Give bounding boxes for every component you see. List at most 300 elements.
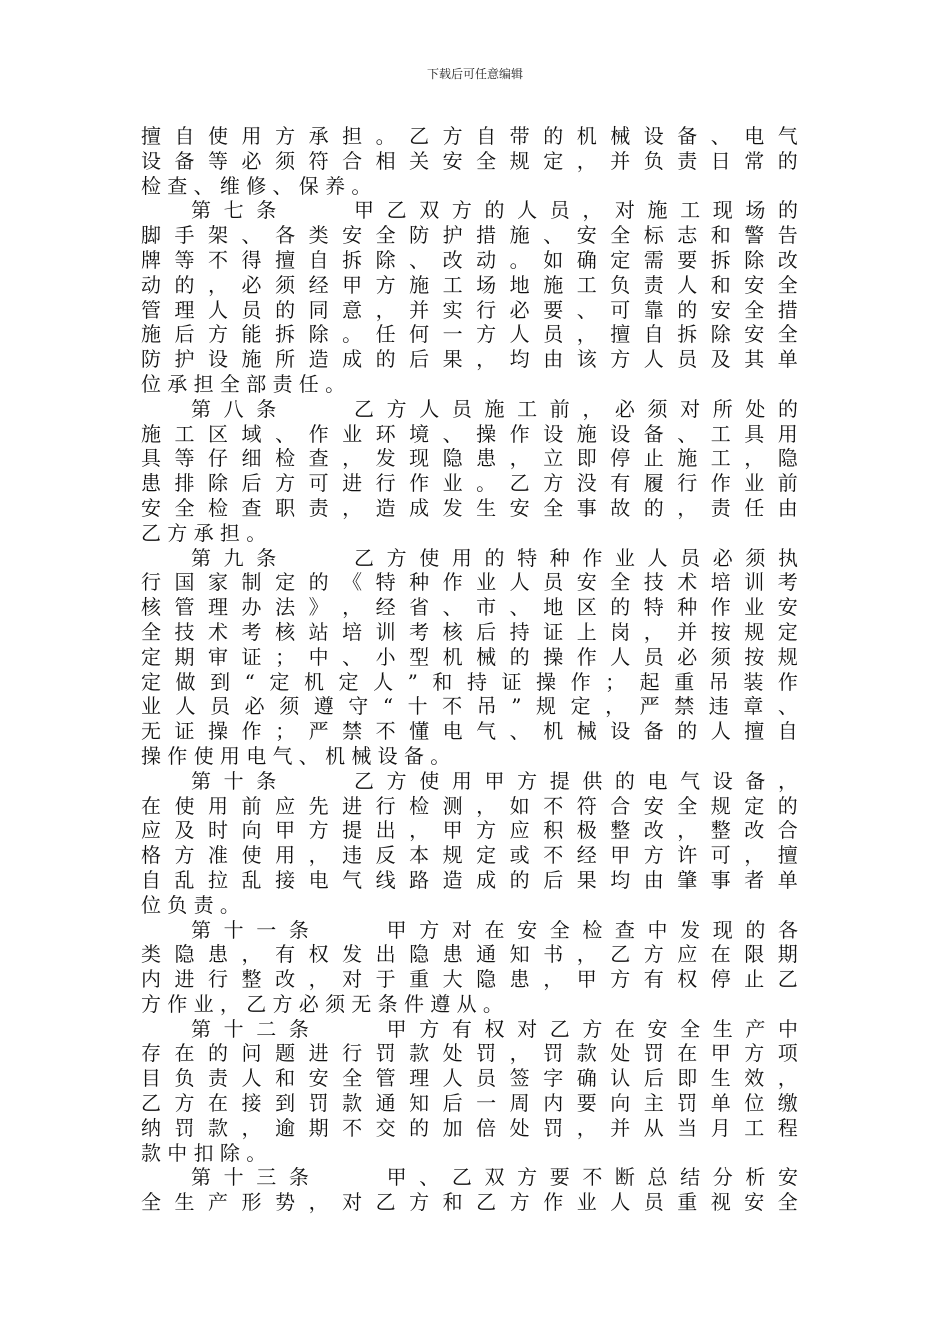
glyph: 扣 [193, 1140, 214, 1165]
glyph: 要 [576, 1091, 597, 1116]
glyph: 款 [141, 1140, 161, 1165]
glyph: 程 [777, 1115, 798, 1140]
glyph [321, 546, 341, 571]
glyph: 第 [191, 545, 211, 570]
glyph: 中 [308, 644, 329, 669]
glyph [321, 397, 341, 422]
glyph: 用 [777, 421, 798, 446]
glyph: 方 [419, 917, 440, 942]
glyph: 进 [342, 793, 363, 818]
glyph: 备 [403, 743, 424, 768]
glyph: 安 [517, 917, 538, 942]
glyph: 训 [744, 570, 765, 595]
glyph: 担 [342, 124, 363, 148]
glyph: 不 [582, 1165, 603, 1190]
glyph: 全 [680, 1016, 701, 1041]
glyph: 存 [141, 1041, 161, 1066]
glyph: 检 [208, 495, 229, 520]
glyph: 必 [614, 396, 635, 421]
glyph: 全 [476, 148, 497, 173]
glyph [354, 1017, 374, 1042]
glyph: 部 [246, 371, 267, 396]
glyph: 生 [476, 495, 497, 520]
glyph: 、 [509, 595, 530, 620]
glyph: 使 [419, 545, 440, 570]
glyph: 产 [745, 1016, 766, 1041]
glyph: 管 [174, 595, 195, 620]
glyph: 不 [543, 843, 564, 868]
glyph: 总 [647, 1165, 668, 1190]
glyph: ， [241, 1115, 262, 1140]
glyph: 用 [219, 743, 240, 768]
glyph: 进 [342, 471, 363, 496]
glyph: 对 [342, 1190, 363, 1215]
glyph: 单 [777, 867, 798, 892]
glyph: 通 [375, 1091, 396, 1116]
glyph: 安 [744, 322, 765, 347]
glyph: 于 [375, 967, 396, 992]
glyph: 员 [210, 694, 231, 719]
glyph: 果 [442, 347, 463, 372]
glyph: 方 [141, 991, 161, 1016]
glyph: 第 [191, 396, 211, 421]
glyph: 七 [223, 198, 244, 223]
glyph: 关 [409, 148, 430, 173]
glyph: 进 [308, 1041, 329, 1066]
glyph: 防 [409, 223, 430, 248]
glyph: 行 [342, 1041, 363, 1066]
glyph: 内 [141, 967, 161, 992]
glyph: 执 [777, 545, 798, 570]
glyph: 场 [476, 272, 497, 297]
glyph [321, 769, 341, 794]
glyph: 结 [680, 1165, 701, 1190]
glyph: 乙 [141, 1091, 161, 1116]
glyph: 前 [549, 396, 570, 421]
glyph: 防 [141, 347, 161, 372]
glyph: 方 [386, 768, 407, 793]
glyph: 施 [241, 347, 262, 372]
glyph: 应 [141, 818, 161, 843]
glyph: 路 [409, 867, 430, 892]
glyph: 械 [476, 644, 497, 669]
glyph: 肇 [677, 867, 698, 892]
glyph: 省 [409, 595, 430, 620]
glyph: 、 [677, 421, 698, 446]
glyph: 、 [710, 124, 731, 148]
glyph: 甲 [275, 818, 296, 843]
glyph: 确 [576, 1066, 597, 1091]
glyph: 用 [208, 793, 229, 818]
text-line [141, 223, 798, 248]
glyph: 。 [219, 892, 240, 917]
glyph: 隐 [442, 446, 463, 471]
glyph: 检 [409, 793, 430, 818]
glyph: 型 [409, 644, 430, 669]
glyph: 问 [241, 1041, 262, 1066]
glyph: 对 [517, 1016, 538, 1041]
glyph: 三 [256, 1165, 277, 1190]
glyph: 乱 [174, 867, 195, 892]
glyph: 设 [543, 421, 564, 446]
glyph: 的 [308, 570, 329, 595]
glyph: 员 [543, 322, 564, 347]
glyph: 后 [409, 347, 430, 372]
glyph: 遵 [430, 991, 451, 1016]
glyph: 章 [743, 694, 764, 719]
glyph: 条 [256, 768, 277, 793]
glyph: 在 [484, 917, 505, 942]
glyph: 责 [643, 272, 664, 297]
glyph: 甲 [576, 967, 597, 992]
glyph: 乙 [610, 942, 631, 967]
glyph: 须 [275, 148, 296, 173]
glyph: 严 [308, 719, 329, 744]
glyph: 发 [442, 495, 463, 520]
glyph: 操 [476, 421, 497, 446]
glyph: 果 [576, 867, 597, 892]
glyph: 负 [167, 892, 188, 917]
glyph: 施 [543, 272, 564, 297]
glyph: 无 [141, 719, 161, 744]
glyph: 护 [442, 223, 463, 248]
glyph: 接 [275, 867, 296, 892]
glyph: 安 [509, 495, 530, 520]
glyph: 安 [777, 1165, 798, 1190]
glyph: 成 [342, 347, 363, 372]
glyph: 、 [419, 1165, 440, 1190]
glyph: 环 [375, 421, 396, 446]
glyph: 的 [677, 719, 698, 744]
glyph: 不 [208, 247, 229, 272]
text-line [141, 794, 798, 819]
glyph: 在 [208, 1091, 229, 1116]
glyph: 视 [710, 1190, 731, 1215]
glyph: 乙 [476, 1190, 497, 1215]
glyph: 责 [677, 148, 698, 173]
glyph: 知 [409, 1091, 430, 1116]
glyph: 规 [536, 694, 557, 719]
glyph: 积 [543, 818, 564, 843]
glyph: 没 [576, 471, 597, 496]
glyph: 、 [442, 421, 463, 446]
glyph: 各 [275, 223, 296, 248]
glyph: 的 [484, 198, 505, 223]
glyph: 向 [610, 1091, 631, 1116]
glyph: 和 [432, 669, 453, 694]
glyph: 带 [509, 124, 530, 148]
glyph: 证 [501, 669, 522, 694]
glyph: 全 [610, 570, 631, 595]
text-line [141, 546, 798, 571]
glyph: 员 [549, 198, 570, 223]
glyph: 加 [442, 1115, 463, 1140]
glyph: 的 [275, 297, 296, 322]
glyph: 定 [269, 669, 290, 694]
text-line [141, 719, 798, 744]
glyph: 行 [375, 793, 396, 818]
glyph: 准 [208, 843, 229, 868]
glyph: 种 [409, 570, 430, 595]
glyph: 查 [167, 173, 188, 198]
glyph: 员 [680, 545, 701, 570]
glyph: ， [208, 272, 229, 297]
glyph: 考 [409, 619, 430, 644]
glyph: 业 [744, 595, 765, 620]
glyph: 械 [576, 719, 597, 744]
glyph: 人 [647, 545, 668, 570]
glyph: 核 [442, 619, 463, 644]
glyph: 必 [677, 644, 698, 669]
glyph: 即 [576, 446, 597, 471]
glyph: 查 [614, 917, 635, 942]
glyph: 机 [576, 124, 597, 148]
glyph: 、 [193, 173, 214, 198]
glyph: 和 [710, 272, 731, 297]
glyph: ， [582, 198, 603, 223]
glyph: 发 [342, 942, 363, 967]
glyph: 人 [610, 644, 631, 669]
glyph: 后 [476, 619, 497, 644]
glyph: 常 [744, 148, 765, 173]
glyph: 除 [744, 247, 765, 272]
text-line [141, 645, 798, 670]
glyph: 和 [710, 223, 731, 248]
glyph [354, 918, 374, 943]
glyph: 方 [476, 322, 497, 347]
glyph: 机 [442, 644, 463, 669]
glyph: 懂 [409, 719, 430, 744]
glyph: 、 [543, 223, 564, 248]
glyph: 定 [338, 669, 359, 694]
page-header [0, 66, 950, 82]
glyph: 倍 [476, 1115, 497, 1140]
glyph: 第 [191, 1165, 211, 1190]
glyph: 业 [614, 545, 635, 570]
glyph: 训 [375, 619, 396, 644]
glyph: 向 [241, 818, 262, 843]
glyph: 负 [643, 148, 664, 173]
glyph: 期 [777, 942, 798, 967]
glyph: 作 [570, 669, 591, 694]
glyph: 。 [509, 247, 530, 272]
glyph: 气 [680, 768, 701, 793]
glyph: 重 [677, 1190, 698, 1215]
glyph: 上 [576, 619, 597, 644]
glyph: “ [244, 669, 255, 694]
glyph: 势 [275, 1190, 296, 1215]
glyph: 月 [710, 1115, 731, 1140]
glyph: ， [777, 1066, 798, 1091]
text-line [141, 918, 798, 943]
glyph: 要 [549, 1165, 570, 1190]
glyph: 靠 [643, 297, 664, 322]
glyph: 对 [680, 396, 701, 421]
glyph: 技 [174, 619, 195, 644]
glyph: 《 [342, 570, 363, 595]
glyph: 使 [193, 743, 214, 768]
glyph: 方 [386, 396, 407, 421]
glyph: 机 [325, 743, 346, 768]
glyph: 需 [643, 247, 664, 272]
text-line [141, 843, 798, 868]
glyph: 析 [745, 1165, 766, 1190]
glyph: 断 [614, 1165, 635, 1190]
glyph: 改 [643, 818, 664, 843]
glyph: 拆 [275, 322, 296, 347]
glyph: 人 [175, 694, 196, 719]
glyph: 培 [342, 619, 363, 644]
text-line [141, 248, 798, 273]
glyph: 题 [275, 1041, 296, 1066]
glyph: 方 [167, 520, 188, 545]
glyph: 的 [208, 1041, 229, 1066]
text-line [141, 893, 798, 918]
glyph: 一 [256, 917, 277, 942]
glyph: 理 [409, 1066, 430, 1091]
glyph: 应 [677, 942, 698, 967]
glyph: 不 [442, 694, 463, 719]
glyph: 作 [582, 545, 603, 570]
glyph: 除 [208, 471, 229, 496]
glyph: 作 [308, 421, 329, 446]
text-line [141, 694, 798, 719]
glyph: 全 [610, 223, 631, 248]
glyph: 现 [409, 446, 430, 471]
glyph: 后 [643, 1066, 664, 1091]
glyph: 法 [275, 595, 296, 620]
glyph: 责 [710, 495, 731, 520]
glyph: 如 [509, 793, 530, 818]
text-line [141, 818, 798, 843]
glyph: 考 [241, 619, 262, 644]
glyph: 甲 [342, 272, 363, 297]
glyph: 自 [141, 867, 161, 892]
glyph: 擅 [141, 124, 161, 148]
glyph: 大 [442, 967, 463, 992]
glyph: 方 [543, 471, 564, 496]
glyph: 符 [308, 148, 329, 173]
glyph: 合 [610, 793, 631, 818]
glyph: 自 [174, 124, 195, 148]
glyph: 的 [777, 793, 798, 818]
glyph [289, 198, 309, 223]
glyph: 证 [241, 644, 262, 669]
glyph: 目 [141, 1066, 161, 1091]
glyph: ， [308, 1190, 329, 1215]
glyph: 理 [208, 595, 229, 620]
glyph: ， [576, 942, 597, 967]
glyph: 站 [308, 619, 329, 644]
glyph: 在 [174, 1041, 195, 1066]
glyph: 及 [710, 347, 731, 372]
glyph: 全 [549, 917, 570, 942]
glyph: 备 [174, 148, 195, 173]
glyph: 安 [141, 495, 161, 520]
glyph: 整 [710, 818, 731, 843]
glyph: 隐 [476, 967, 497, 992]
glyph: 人 [677, 272, 698, 297]
glyph: 全 [141, 1190, 161, 1215]
glyph: 、 [409, 247, 430, 272]
glyph: 气 [342, 867, 363, 892]
text-line [141, 744, 798, 769]
glyph: 作 [409, 471, 430, 496]
glyph: 逾 [275, 1115, 296, 1140]
header-note: 下载后可任意编辑 [426, 67, 523, 81]
glyph: 类 [141, 942, 161, 967]
glyph: 方 [509, 1190, 530, 1215]
glyph: 立 [543, 446, 564, 471]
glyph: 员 [677, 347, 698, 372]
glyph: ， [342, 446, 363, 471]
glyph: 方 [275, 124, 296, 148]
glyph: 工 [710, 421, 731, 446]
glyph: 现 [712, 917, 733, 942]
glyph: 的 [643, 495, 664, 520]
glyph: 备 [643, 421, 664, 446]
text-line [141, 446, 798, 471]
glyph: 的 [543, 124, 564, 148]
glyph: 十 [223, 1165, 244, 1190]
glyph: 类 [308, 223, 329, 248]
glyph: 后 [442, 1091, 463, 1116]
glyph: 各 [777, 917, 798, 942]
glyph: 乙 [354, 396, 375, 421]
glyph: 操 [141, 743, 161, 768]
glyph: 整 [610, 818, 631, 843]
glyph: 和 [442, 1190, 463, 1215]
glyph: 术 [677, 570, 698, 595]
glyph: 的 [174, 272, 195, 297]
glyph: 、 [272, 173, 293, 198]
glyph: 方 [582, 1016, 603, 1041]
glyph: ” [407, 669, 418, 694]
glyph: 小 [375, 644, 396, 669]
glyph: 守 [348, 694, 369, 719]
text-line [141, 570, 798, 595]
glyph: 使 [208, 124, 229, 148]
glyph: 安 [308, 1066, 329, 1091]
glyph: 人 [419, 396, 440, 421]
glyph: 责 [308, 495, 329, 520]
glyph: 有 [451, 1016, 472, 1041]
glyph: 有 [275, 942, 296, 967]
glyph: 用 [241, 124, 262, 148]
glyph: 拉 [208, 867, 229, 892]
glyph: 方 [442, 124, 463, 148]
glyph: 、 [241, 223, 262, 248]
glyph: 操 [543, 644, 564, 669]
glyph: 必 [509, 297, 530, 322]
glyph: 保 [298, 173, 319, 198]
glyph: 位 [141, 892, 161, 917]
glyph: 国 [174, 570, 195, 595]
glyph: 工 [442, 272, 463, 297]
glyph: 十 [407, 694, 428, 719]
glyph: 的 [375, 347, 396, 372]
glyph: 责 [272, 371, 293, 396]
glyph: 不 [543, 793, 564, 818]
glyph: 安 [576, 570, 597, 595]
glyph: 方 [386, 545, 407, 570]
text-line [141, 422, 798, 447]
glyph: 所 [275, 347, 296, 372]
text-line [141, 1017, 798, 1042]
text-line [141, 149, 798, 174]
glyph: 培 [710, 570, 731, 595]
glyph: 方 [208, 322, 229, 347]
